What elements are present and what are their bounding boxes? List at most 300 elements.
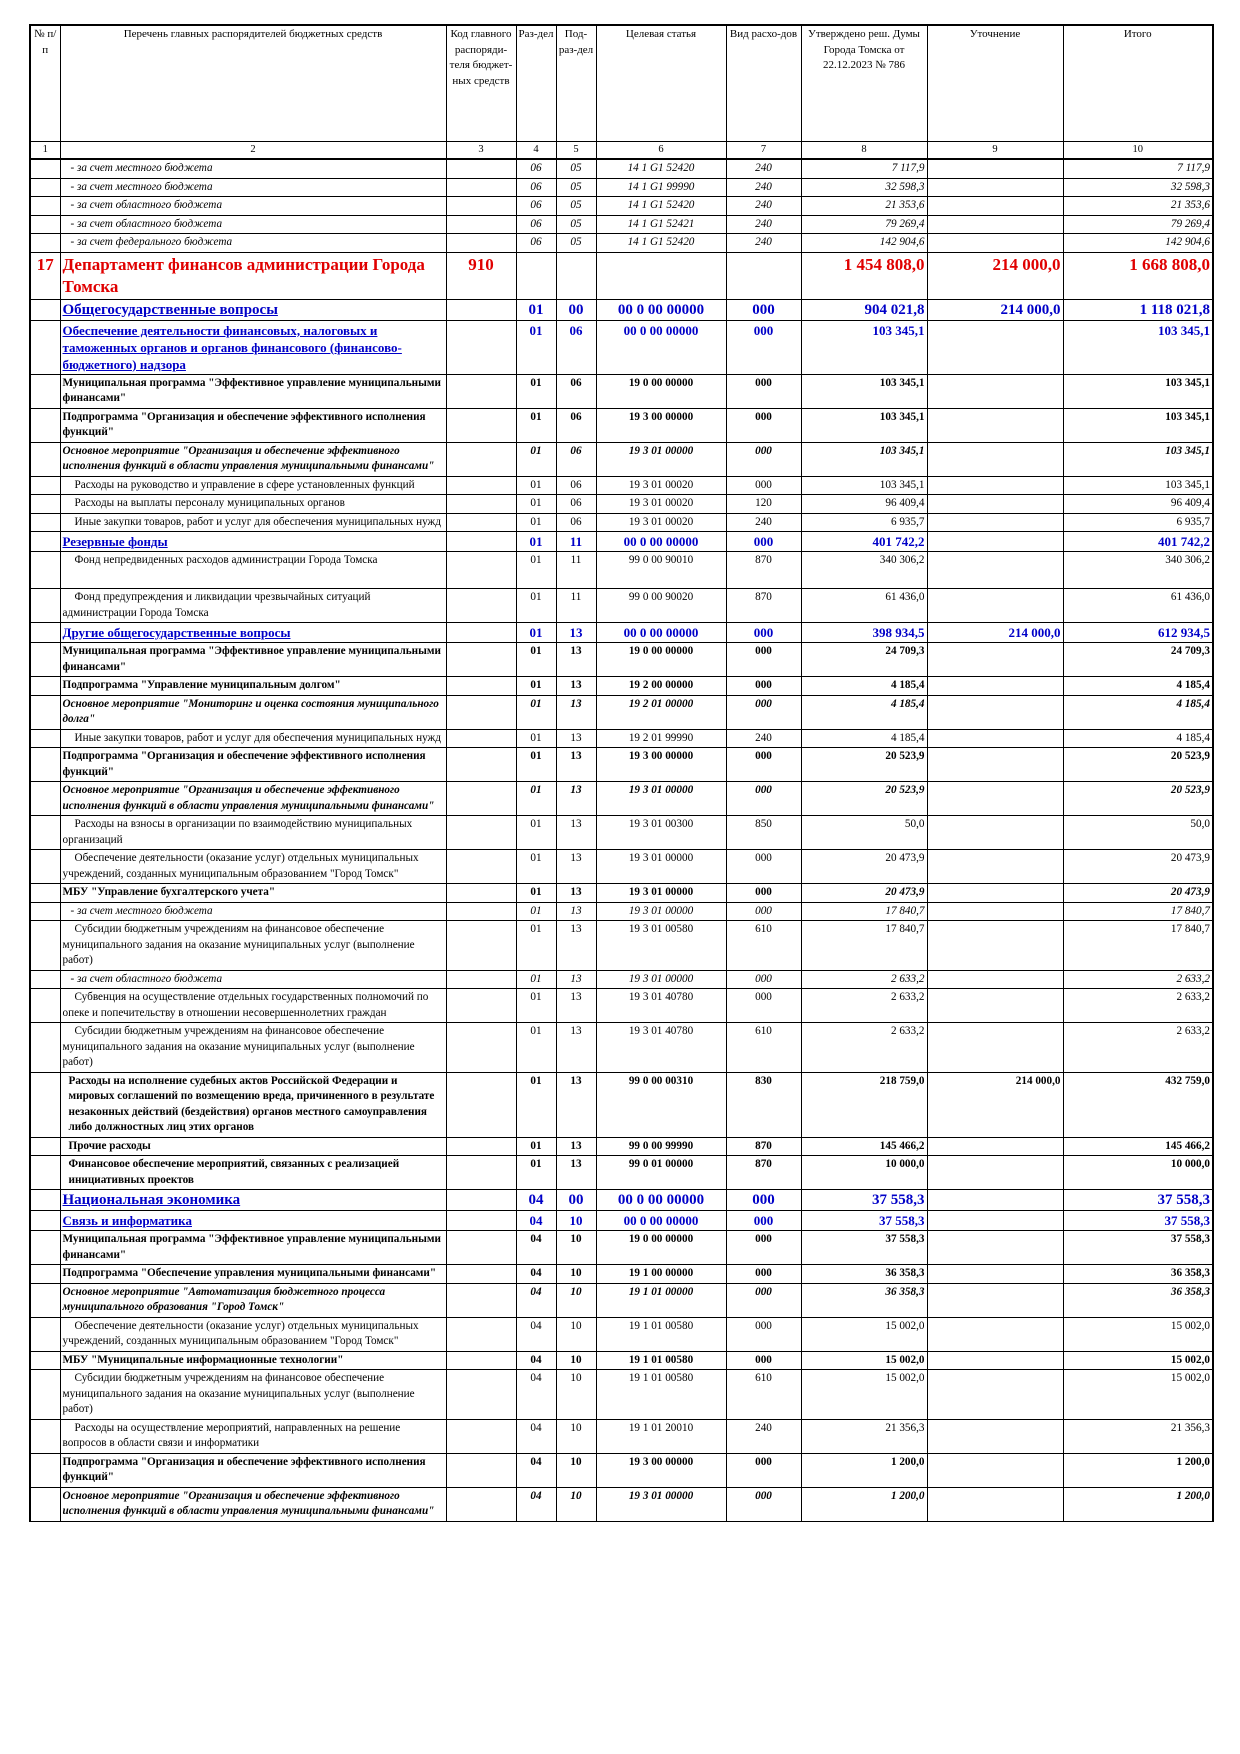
row-total: 103 345,1 — [1063, 442, 1213, 476]
row-target-article: 19 3 01 00020 — [596, 495, 726, 514]
row-code — [446, 677, 516, 696]
row-code — [446, 1317, 516, 1351]
row-subsection: 13 — [556, 921, 596, 971]
row-target-article: 99 0 00 99990 — [596, 1137, 726, 1156]
row-adjustment — [927, 1156, 1063, 1190]
row-total: 20 473,9 — [1063, 850, 1213, 884]
row-adjustment — [927, 476, 1063, 495]
table-row — [30, 1283, 1213, 1317]
row-subsection — [556, 252, 596, 299]
row-adjustment: 214 000,0 — [927, 623, 1063, 643]
row-section: 01 — [516, 1072, 556, 1137]
row-adjustment — [927, 884, 1063, 903]
row-code — [446, 623, 516, 643]
row-name: Основное мероприятие "Автоматизация бюджетного процесса муниципального образования "Город Томск" — [60, 1283, 446, 1317]
row-approved: 401 742,2 — [801, 532, 927, 552]
row-section: 01 — [516, 782, 556, 816]
header-total: Итого — [1063, 25, 1213, 142]
row-name: Расходы на взносы в организации по взаимодействию муниципальных организаций — [60, 816, 446, 850]
row-subsection: 06 — [556, 513, 596, 532]
row-expense-type: 000 — [726, 476, 801, 495]
row-section: 06 — [516, 178, 556, 197]
row-subsection: 10 — [556, 1370, 596, 1420]
row-expense-type: 240 — [726, 197, 801, 216]
row-expense-type: 870 — [726, 1137, 801, 1156]
row-name: Фонд непредвиденных расходов администрации Города Томска — [60, 552, 446, 589]
row-expense-type: 830 — [726, 1072, 801, 1137]
row-expense-type: 000 — [726, 884, 801, 903]
row-total: 1 200,0 — [1063, 1487, 1213, 1521]
row-number — [30, 589, 60, 623]
row-approved: 37 558,3 — [801, 1211, 927, 1231]
row-number — [30, 782, 60, 816]
row-approved: 24 709,3 — [801, 643, 927, 677]
row-section: 01 — [516, 442, 556, 476]
row-target-article: 19 3 01 00000 — [596, 1487, 726, 1521]
table-row — [30, 921, 1213, 971]
row-code — [446, 1211, 516, 1231]
row-code — [446, 408, 516, 442]
table-row — [30, 1487, 1213, 1521]
row-section: 01 — [516, 552, 556, 589]
row-section: 01 — [516, 1137, 556, 1156]
row-code — [446, 552, 516, 589]
row-total: 432 759,0 — [1063, 1072, 1213, 1137]
row-subsection: 11 — [556, 589, 596, 623]
table-row — [30, 532, 1213, 552]
table-row — [30, 552, 1213, 589]
table-row — [30, 1265, 1213, 1284]
row-adjustment: 214 000,0 — [927, 299, 1063, 320]
row-approved: 103 345,1 — [801, 442, 927, 476]
row-adjustment — [927, 1453, 1063, 1487]
row-approved: 103 345,1 — [801, 476, 927, 495]
row-number — [30, 215, 60, 234]
row-name: Подпрограмма "Управление муниципальным долгом" — [60, 677, 446, 696]
row-name: - за счет федерального бюджета — [60, 234, 446, 253]
row-adjustment — [927, 552, 1063, 589]
row-adjustment — [927, 816, 1063, 850]
row-total: 15 002,0 — [1063, 1370, 1213, 1420]
row-target-article: 14 1 G1 52420 — [596, 234, 726, 253]
row-adjustment — [927, 513, 1063, 532]
row-section: 04 — [516, 1231, 556, 1265]
row-approved: 1 454 808,0 — [801, 252, 927, 299]
row-section: 06 — [516, 197, 556, 216]
row-target-article: 19 3 01 00020 — [596, 476, 726, 495]
row-subsection: 13 — [556, 989, 596, 1023]
table-row — [30, 695, 1213, 729]
row-name: Субсидии бюджетным учреждениям на финансовое обеспечение муниципального задания на оказание муниципальных услуг (выполнение работ) — [60, 921, 446, 971]
row-expense-type: 000 — [726, 1265, 801, 1284]
table-row — [30, 989, 1213, 1023]
row-code — [446, 215, 516, 234]
row-expense-type: 000 — [726, 320, 801, 374]
row-section: 04 — [516, 1351, 556, 1370]
row-target-article: 19 2 01 99990 — [596, 729, 726, 748]
row-subsection: 13 — [556, 850, 596, 884]
row-code — [446, 1453, 516, 1487]
row-subsection: 11 — [556, 532, 596, 552]
table-row — [30, 1211, 1213, 1231]
row-number — [30, 197, 60, 216]
row-target-article: 19 1 00 00000 — [596, 1265, 726, 1284]
row-number — [30, 476, 60, 495]
row-code — [446, 320, 516, 374]
row-subsection: 05 — [556, 234, 596, 253]
row-section: 04 — [516, 1453, 556, 1487]
row-section: 01 — [516, 695, 556, 729]
row-code — [446, 495, 516, 514]
row-section: 01 — [516, 748, 556, 782]
row-section: 01 — [516, 729, 556, 748]
row-number — [30, 816, 60, 850]
table-row — [30, 159, 1213, 178]
row-section: 01 — [516, 643, 556, 677]
row-approved: 4 185,4 — [801, 677, 927, 696]
table-row — [30, 442, 1213, 476]
row-expense-type: 000 — [726, 695, 801, 729]
row-adjustment — [927, 1231, 1063, 1265]
row-total: 37 558,3 — [1063, 1211, 1213, 1231]
row-adjustment — [927, 178, 1063, 197]
row-code — [446, 816, 516, 850]
row-subsection: 06 — [556, 442, 596, 476]
row-approved: 20 473,9 — [801, 850, 927, 884]
row-number — [30, 1317, 60, 1351]
row-subsection: 11 — [556, 552, 596, 589]
row-total: 145 466,2 — [1063, 1137, 1213, 1156]
column-number: 3 — [446, 142, 516, 160]
row-approved: 340 306,2 — [801, 552, 927, 589]
row-adjustment — [927, 1419, 1063, 1453]
row-target-article: 19 0 00 00000 — [596, 1231, 726, 1265]
row-name: Муниципальная программа "Эффективное управление муниципальными финансами" — [60, 643, 446, 677]
row-target-article: 19 1 01 00580 — [596, 1351, 726, 1370]
row-adjustment — [927, 197, 1063, 216]
row-name: - за счет местного бюджета — [60, 178, 446, 197]
header-adjustment: Уточнение — [927, 25, 1063, 142]
row-code — [446, 476, 516, 495]
row-target-article: 99 0 00 90020 — [596, 589, 726, 623]
row-name: Субвенция на осуществление отдельных государственных полномочий по опеке и попечительству в отношении несовершеннолетних граждан — [60, 989, 446, 1023]
row-total: 17 840,7 — [1063, 921, 1213, 971]
row-adjustment — [927, 643, 1063, 677]
row-expense-type: 000 — [726, 989, 801, 1023]
row-number — [30, 623, 60, 643]
header-code: Код главного распоряди-теля бюджет-ных средств — [446, 25, 516, 142]
row-total: 401 742,2 — [1063, 532, 1213, 552]
row-subsection: 13 — [556, 729, 596, 748]
row-expense-type — [726, 252, 801, 299]
row-total: 37 558,3 — [1063, 1190, 1213, 1211]
row-name: Расходы на исполнение судебных актов Российской Федерации и мировых соглашений по возмещению вреда, причиненного в результате незаконных действий (бездействия) органов местного самоуправления либо должностных лиц этих органов — [60, 1072, 446, 1137]
row-name: - за счет областного бюджета — [60, 215, 446, 234]
row-total: 21 353,6 — [1063, 197, 1213, 216]
row-adjustment — [927, 782, 1063, 816]
row-name: Расходы на руководство и управление в сфере установленных функций — [60, 476, 446, 495]
row-code — [446, 695, 516, 729]
row-approved: 21 353,6 — [801, 197, 927, 216]
row-code — [446, 1370, 516, 1420]
table-row — [30, 643, 1213, 677]
row-target-article: 00 0 00 00000 — [596, 320, 726, 374]
row-subsection: 10 — [556, 1351, 596, 1370]
row-adjustment — [927, 589, 1063, 623]
row-adjustment — [927, 442, 1063, 476]
row-adjustment — [927, 374, 1063, 408]
row-subsection: 13 — [556, 643, 596, 677]
row-number — [30, 989, 60, 1023]
row-expense-type: 610 — [726, 921, 801, 971]
row-name: Подпрограмма "Обеспечение управления муниципальными финансами" — [60, 1265, 446, 1284]
table-row — [30, 782, 1213, 816]
budget-table-body — [30, 159, 1213, 1521]
table-row — [30, 729, 1213, 748]
row-adjustment — [927, 408, 1063, 442]
row-target-article: 14 1 G1 99990 — [596, 178, 726, 197]
row-number — [30, 442, 60, 476]
row-number — [30, 320, 60, 374]
table-row — [30, 374, 1213, 408]
table-row — [30, 970, 1213, 989]
row-number — [30, 299, 60, 320]
row-target-article: 19 3 01 00580 — [596, 921, 726, 971]
row-target-article: 99 0 01 00000 — [596, 1156, 726, 1190]
row-name: Иные закупки товаров, работ и услуг для обеспечения муниципальных нужд — [60, 513, 446, 532]
row-target-article: 00 0 00 00000 — [596, 1190, 726, 1211]
row-name: Прочие расходы — [60, 1137, 446, 1156]
table-row — [30, 197, 1213, 216]
table-row — [30, 850, 1213, 884]
row-section: 01 — [516, 884, 556, 903]
row-code — [446, 1265, 516, 1284]
row-code — [446, 234, 516, 253]
row-section: 01 — [516, 299, 556, 320]
row-adjustment — [927, 320, 1063, 374]
row-approved: 15 002,0 — [801, 1370, 927, 1420]
row-target-article: 14 1 G1 52420 — [596, 159, 726, 178]
row-target-article: 19 3 01 00000 — [596, 902, 726, 921]
row-approved: 2 633,2 — [801, 989, 927, 1023]
row-approved: 36 358,3 — [801, 1283, 927, 1317]
row-adjustment — [927, 1190, 1063, 1211]
row-code — [446, 197, 516, 216]
row-adjustment — [927, 1283, 1063, 1317]
row-expense-type: 000 — [726, 850, 801, 884]
table-row — [30, 1419, 1213, 1453]
row-number — [30, 374, 60, 408]
row-expense-type: 000 — [726, 1453, 801, 1487]
row-adjustment — [927, 215, 1063, 234]
row-total: 6 935,7 — [1063, 513, 1213, 532]
row-adjustment — [927, 234, 1063, 253]
row-expense-type: 850 — [726, 816, 801, 850]
row-section: 04 — [516, 1265, 556, 1284]
row-target-article: 99 0 00 90010 — [596, 552, 726, 589]
row-code — [446, 442, 516, 476]
header-section: Раз-дел — [516, 25, 556, 142]
row-number — [30, 159, 60, 178]
row-subsection: 13 — [556, 677, 596, 696]
row-code — [446, 589, 516, 623]
row-total: 15 002,0 — [1063, 1351, 1213, 1370]
row-expense-type: 000 — [726, 1231, 801, 1265]
row-subsection: 13 — [556, 970, 596, 989]
table-row — [30, 1317, 1213, 1351]
row-code — [446, 1283, 516, 1317]
row-subsection: 10 — [556, 1211, 596, 1231]
row-code — [446, 1231, 516, 1265]
budget-table-page — [29, 24, 1212, 1522]
table-row — [30, 884, 1213, 903]
table-row — [30, 252, 1213, 299]
row-target-article: 19 3 01 00000 — [596, 884, 726, 903]
row-name: Резервные фонды — [60, 532, 446, 552]
row-total: 50,0 — [1063, 816, 1213, 850]
row-total: 20 523,9 — [1063, 782, 1213, 816]
row-approved: 2 633,2 — [801, 970, 927, 989]
row-name: Муниципальная программа "Эффективное управление муниципальными финансами" — [60, 1231, 446, 1265]
row-target-article: 19 3 01 00000 — [596, 782, 726, 816]
row-approved: 2 633,2 — [801, 1023, 927, 1073]
table-row — [30, 178, 1213, 197]
row-adjustment — [927, 677, 1063, 696]
row-total: 20 523,9 — [1063, 748, 1213, 782]
row-total: 4 185,4 — [1063, 729, 1213, 748]
row-approved: 218 759,0 — [801, 1072, 927, 1137]
row-name: - за счет местного бюджета — [60, 902, 446, 921]
row-subsection: 05 — [556, 159, 596, 178]
row-name: Основное мероприятие "Организация и обеспечение эффективного исполнения функций в области управления муниципальными финансами" — [60, 442, 446, 476]
row-section: 01 — [516, 816, 556, 850]
column-number: 5 — [556, 142, 596, 160]
row-number — [30, 1419, 60, 1453]
row-name: Субсидии бюджетным учреждениям на финансовое обеспечение муниципального задания на оказание муниципальных услуг (выполнение работ) — [60, 1370, 446, 1420]
column-number: 2 — [60, 142, 446, 160]
row-name: Обеспечение деятельности (оказание услуг) отдельных муниципальных учреждений, созданных муниципальным образованием "Город Томск" — [60, 1317, 446, 1351]
row-expense-type: 000 — [726, 532, 801, 552]
row-expense-type: 000 — [726, 902, 801, 921]
row-subsection: 06 — [556, 374, 596, 408]
row-expense-type: 240 — [726, 159, 801, 178]
row-name: Подпрограмма "Организация и обеспечение эффективного исполнения функций" — [60, 748, 446, 782]
row-approved: 904 021,8 — [801, 299, 927, 320]
row-expense-type: 870 — [726, 589, 801, 623]
row-number — [30, 408, 60, 442]
row-section: 06 — [516, 215, 556, 234]
row-approved: 4 185,4 — [801, 729, 927, 748]
row-expense-type: 000 — [726, 643, 801, 677]
column-number: 4 — [516, 142, 556, 160]
row-adjustment: 214 000,0 — [927, 1072, 1063, 1137]
row-section: 01 — [516, 374, 556, 408]
row-number — [30, 748, 60, 782]
row-code — [446, 1156, 516, 1190]
row-number — [30, 677, 60, 696]
row-code — [446, 643, 516, 677]
row-expense-type: 000 — [726, 408, 801, 442]
row-code — [446, 970, 516, 989]
row-expense-type: 240 — [726, 729, 801, 748]
row-approved: 142 904,6 — [801, 234, 927, 253]
row-expense-type: 870 — [726, 552, 801, 589]
row-expense-type: 000 — [726, 374, 801, 408]
table-row — [30, 1190, 1213, 1211]
row-number — [30, 178, 60, 197]
row-adjustment — [927, 159, 1063, 178]
row-code: 910 — [446, 252, 516, 299]
row-name: Основное мероприятие "Организация и обеспечение эффективного исполнения функций в области управления муниципальными финансами" — [60, 782, 446, 816]
row-section: 04 — [516, 1317, 556, 1351]
row-name: Фонд предупреждения и ликвидации чрезвычайных ситуаций администрации Города Томска — [60, 589, 446, 623]
row-approved: 37 558,3 — [801, 1190, 927, 1211]
header-subsection: Под-раз-дел — [556, 25, 596, 142]
row-expense-type: 000 — [726, 1487, 801, 1521]
row-subsection: 10 — [556, 1265, 596, 1284]
row-code — [446, 782, 516, 816]
table-row — [30, 513, 1213, 532]
row-name: Подпрограмма "Организация и обеспечение эффективного исполнения функций" — [60, 408, 446, 442]
row-subsection: 13 — [556, 623, 596, 643]
row-number — [30, 1283, 60, 1317]
row-approved: 6 935,7 — [801, 513, 927, 532]
row-approved: 20 473,9 — [801, 884, 927, 903]
row-total: 7 117,9 — [1063, 159, 1213, 178]
row-adjustment — [927, 970, 1063, 989]
row-number — [30, 1487, 60, 1521]
column-number: 8 — [801, 142, 927, 160]
row-adjustment — [927, 1137, 1063, 1156]
row-subsection: 13 — [556, 1023, 596, 1073]
row-target-article: 14 1 G1 52421 — [596, 215, 726, 234]
table-row — [30, 299, 1213, 320]
row-section: 01 — [516, 1023, 556, 1073]
row-subsection: 13 — [556, 782, 596, 816]
row-name: - за счет областного бюджета — [60, 197, 446, 216]
row-subsection: 13 — [556, 695, 596, 729]
row-number — [30, 1351, 60, 1370]
row-number — [30, 695, 60, 729]
row-adjustment — [927, 1370, 1063, 1420]
row-section: 04 — [516, 1419, 556, 1453]
row-target-article: 19 3 01 40780 — [596, 989, 726, 1023]
row-total: 340 306,2 — [1063, 552, 1213, 589]
table-row — [30, 902, 1213, 921]
row-total: 2 633,2 — [1063, 989, 1213, 1023]
row-expense-type: 000 — [726, 970, 801, 989]
row-name: Подпрограмма "Организация и обеспечение эффективного исполнения функций" — [60, 1453, 446, 1487]
table-row — [30, 677, 1213, 696]
column-number: 10 — [1063, 142, 1213, 160]
row-target-article: 19 3 01 00000 — [596, 442, 726, 476]
row-subsection: 13 — [556, 816, 596, 850]
row-approved: 4 185,4 — [801, 695, 927, 729]
row-number — [30, 970, 60, 989]
row-section: 06 — [516, 159, 556, 178]
column-number: 7 — [726, 142, 801, 160]
row-code — [446, 1072, 516, 1137]
row-code — [446, 1190, 516, 1211]
row-number — [30, 902, 60, 921]
row-approved: 17 840,7 — [801, 921, 927, 971]
row-section: 04 — [516, 1370, 556, 1420]
row-total: 61 436,0 — [1063, 589, 1213, 623]
header-no: № п/п — [30, 25, 60, 142]
row-subsection: 10 — [556, 1317, 596, 1351]
row-subsection: 05 — [556, 215, 596, 234]
row-target-article: 19 3 01 00300 — [596, 816, 726, 850]
